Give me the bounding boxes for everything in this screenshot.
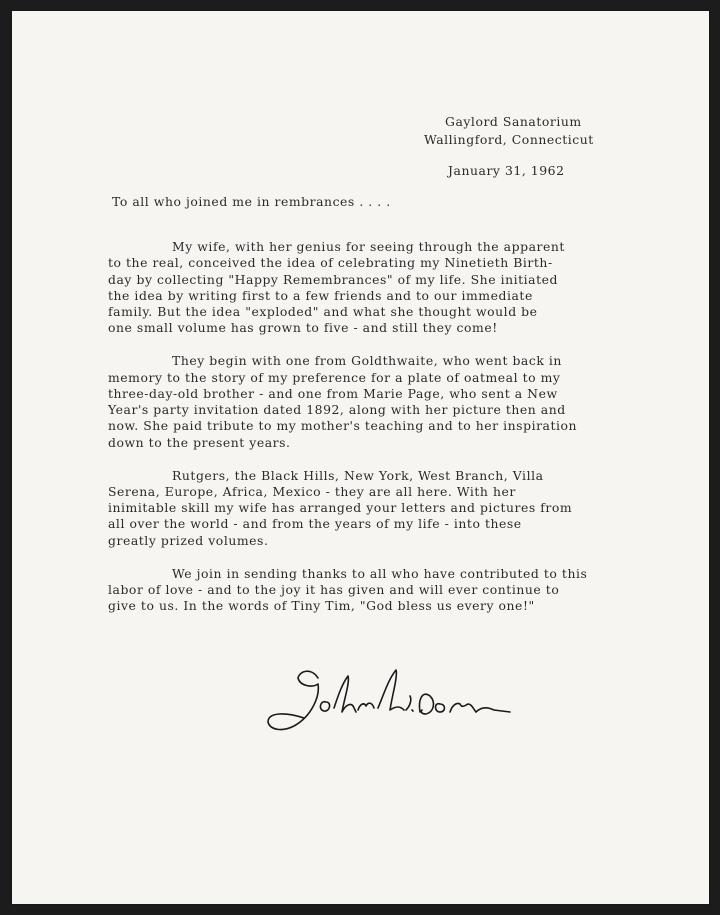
paragraph-line: Year's party invitation dated 1892, along with her picture then and (108, 402, 566, 418)
letter-date: January 31, 1962 (448, 163, 565, 178)
signature-image (260, 656, 520, 736)
paragraph-line: They begin with one from Goldthwaite, who went back in (172, 353, 562, 369)
paragraph-line: family. But the idea "exploded" and what she thought would be (108, 304, 538, 320)
paragraph-2 (108, 353, 628, 451)
paragraph-line: My wife, with her genius for seeing through the apparent (172, 239, 565, 254)
paragraph-1 (108, 239, 628, 337)
paragraph-line: memory to the story of my preference for a plate of oatmeal to my (108, 369, 561, 385)
paragraph-line: greatly prized volumes. (108, 532, 269, 548)
paragraph-line: down to the present years. (108, 434, 291, 450)
paragraph-line: to the real, conceived the idea of celebrating my Ninetieth Birth- (108, 255, 553, 271)
paragraph-4 (108, 566, 628, 615)
letterhead-place: Gaylord Sanatorium (445, 114, 582, 129)
paragraph-line: three-day-old brother - and one from Marie Page, who sent a New (108, 385, 558, 401)
letter-paragraphs (108, 239, 628, 631)
paragraph-line: Rutgers, the Black Hills, New York, West Branch, Villa (172, 467, 544, 483)
letter-body (12, 11, 709, 904)
paragraph-line: labor of love - and to the joy it has given and will ever continue to (108, 581, 560, 597)
paragraph-line: give to us. In the words of Tiny Tim, "God bless us every one!" (108, 598, 535, 614)
paragraph-line: Serena, Europe, Africa, Mexico - they are all here. With her (108, 483, 516, 499)
paragraph-line: the idea by writing first to a few friends and to our immediate (108, 287, 533, 303)
letter-page (12, 11, 709, 904)
paragraph-line: all over the world - and from the years of my life - into these (108, 516, 522, 532)
paragraph-line: one small volume has grown to five - and still they come! (108, 320, 498, 336)
paragraph-3 (108, 468, 628, 549)
letterhead-city: Wallingford, Connecticut (424, 132, 594, 147)
paragraph-line: We join in sending thanks to all who have contributed to this (172, 565, 588, 581)
paragraph-line: day by collecting "Happy Remembrances" of my life. She initiated (108, 271, 559, 287)
salutation: To all who joined me in rembrances . . . . (112, 194, 391, 209)
paragraph-line: inimitable skill my wife has arranged your letters and pictures from (108, 500, 573, 516)
paragraph-line: now. She paid tribute to my mother's teaching and to her inspiration (108, 418, 578, 434)
